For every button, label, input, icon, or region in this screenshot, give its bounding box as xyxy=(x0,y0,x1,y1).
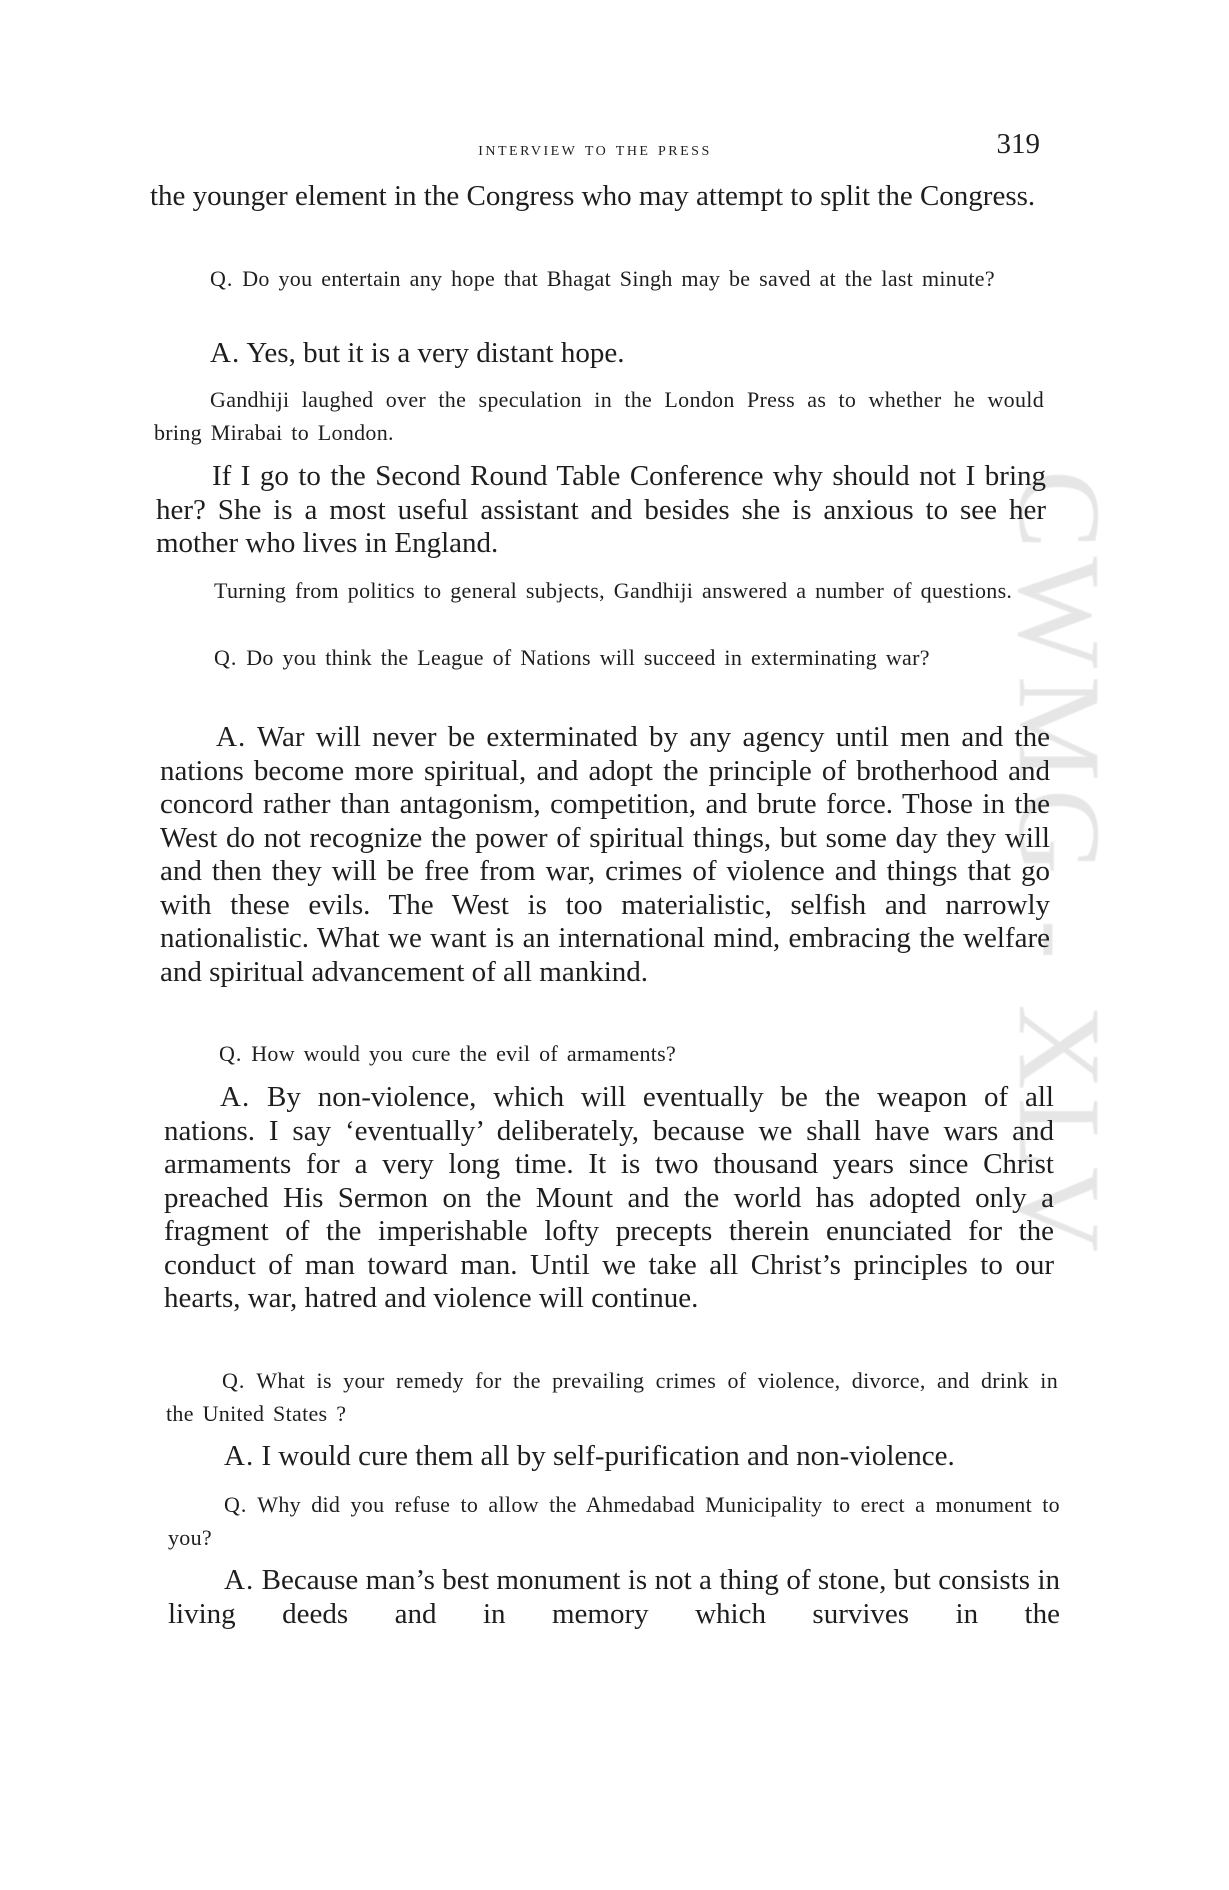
question: Q. Do you entertain any hope that Bhagat Singh may be saved at the last minute? xyxy=(210,266,995,291)
question: Q. What is your remedy for the prevailing crimes of violence, divorce, and drink in the United States ? xyxy=(166,1368,1058,1426)
narration: Gandhiji laughed over the speculation in the London Press as to whether he would bring Mirabai to London. xyxy=(154,387,1044,445)
watermark: CWMG - XLV xyxy=(994,470,1125,1261)
narration: Turning from politics to general subjects, Gandhiji answered a number of questions. xyxy=(214,578,1013,603)
answer: A. I would cure them all by self-purification and non-violence. xyxy=(224,1440,955,1472)
page-number: 319 xyxy=(996,128,1040,160)
page-header xyxy=(150,128,1040,168)
question: Q. Do you think the League of Nations will succeed in exterminating war? xyxy=(214,645,930,670)
running-head: interview to the press xyxy=(478,138,712,160)
question: Q. Why did you refuse to allow the Ahmedabad Municipality to erect a monument to you? xyxy=(168,1492,1060,1550)
answer: A. Yes, but it is a very distant hope. xyxy=(210,337,625,369)
statement-paragraph: If I go to the Second Round Table Conference why should not I bring her? She is a most useful assistant and besides she is anxious to see her mother who lives in England. xyxy=(156,460,1046,559)
question: Q. How would you cure the evil of armaments? xyxy=(219,1041,677,1066)
paragraph-continuation: the younger element in the Congress who may attempt to split the Congress. xyxy=(150,180,1036,212)
answer: A. By non-violence, which will eventually be the weapon of all nations. I say ‘eventually’ deliberately, because we shall have wars and armaments for a very long time. It is two thousand years since Christ preached His Sermon on the Mount and the world has adopted only a fragment of the imperishable lofty precepts therein enunciated for the conduct of man toward man. Until we take all Christ’s principles to our hearts, war, hatred and violence will continue. xyxy=(164,1081,1054,1314)
answer: A. War will never be exterminated by any agency until men and the nations become more spiritual, and adopt the principle of brotherhood and concord rather than antagonism, competition, and brute force. Those in the West do not recognize the power of spiritual things, but some day they will and then they will be free from war, crimes of violence and things that go with these evils. The West is too materialistic, selfish and narrowly nationalistic. What we want is an international mind, embracing the welfare and spiritual advancement of all mankind. xyxy=(160,721,1050,988)
answer: A. Because man’s best monument is not a thing of stone, but consists in living deeds and in memory which survives in the xyxy=(168,1564,1061,1630)
